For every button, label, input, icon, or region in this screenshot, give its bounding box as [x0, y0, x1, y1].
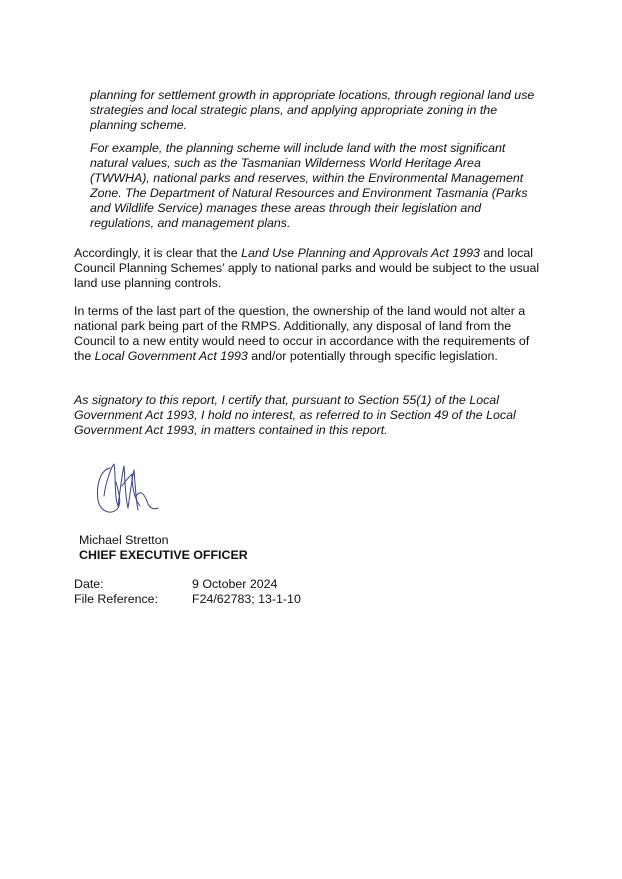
- text-line: planning scheme.: [90, 118, 188, 132]
- text-line: national park being part of the RMPS. Additionally, any disposal of land from the: [74, 319, 512, 333]
- text-run: the: [74, 349, 95, 363]
- file-reference-value: F24/62783; 13-1-10: [192, 592, 301, 606]
- text-run: and local: [479, 246, 533, 260]
- file-reference-label: File Reference:: [74, 592, 159, 606]
- act-title: Land Use Planning and Approvals Act 1993: [241, 246, 480, 260]
- text-line: As signatory to this report, I certify that, pursuant to Section 55(1) of the Local: [74, 393, 499, 407]
- paragraph-ownership: [74, 304, 574, 364]
- text-line: regulations, and management plans.: [90, 216, 291, 230]
- handwritten-signature: [92, 456, 162, 518]
- text-line: land use planning controls.: [74, 276, 222, 290]
- text-line: planning for settlement growth in appropriate locations, through regional land use: [90, 88, 535, 102]
- text-line: In terms of the last part of the question, the ownership of the land would not alter a: [74, 304, 526, 318]
- text-line: Government Act 1993, in matters contained in this report.: [74, 423, 388, 437]
- text-run: and/or potentially through specific legislation.: [247, 349, 498, 363]
- date-label: Date:: [74, 577, 104, 591]
- text-line: [74, 246, 574, 261]
- text-run: Accordingly, it is clear that the: [74, 246, 242, 260]
- date-value: 9 October 2024: [192, 577, 278, 591]
- text-line: Council to a new entity would need to occur in accordance with the requirements of: [74, 334, 530, 348]
- text-line: Council Planning Schemes’ apply to national parks and would be subject to the usual: [74, 261, 540, 275]
- text-line: strategies and local strategic plans, and applying appropriate zoning in the: [90, 103, 498, 117]
- quoted-paragraph-planning-growth: [90, 88, 560, 133]
- signatory-name: Michael Stretton: [79, 533, 169, 547]
- certification-statement: [74, 393, 574, 438]
- text-line: For example, the planning scheme will include land with the most significant: [90, 141, 506, 155]
- text-line: (TWWHA), national parks and reserves, within the Environmental Management: [90, 171, 524, 185]
- text-line: natural values, such as the Tasmanian Wilderness World Heritage Area: [90, 156, 481, 170]
- signatory-title: CHIEF EXECUTIVE OFFICER: [79, 548, 248, 562]
- paragraph-accordingly: [74, 246, 574, 291]
- text-line: Government Act 1993, I hold no interest, as referred to in Section 49 of the Local: [74, 408, 516, 422]
- text-line: and Wildlife Service) manages these areas through their legislation and: [90, 201, 482, 215]
- quoted-paragraph-environmental-zone: [90, 141, 560, 231]
- text-line: Zone. The Department of Natural Resources and Environment Tasmania (Parks: [90, 186, 528, 200]
- act-title: Local Government Act 1993: [94, 349, 248, 363]
- text-line: [74, 349, 574, 364]
